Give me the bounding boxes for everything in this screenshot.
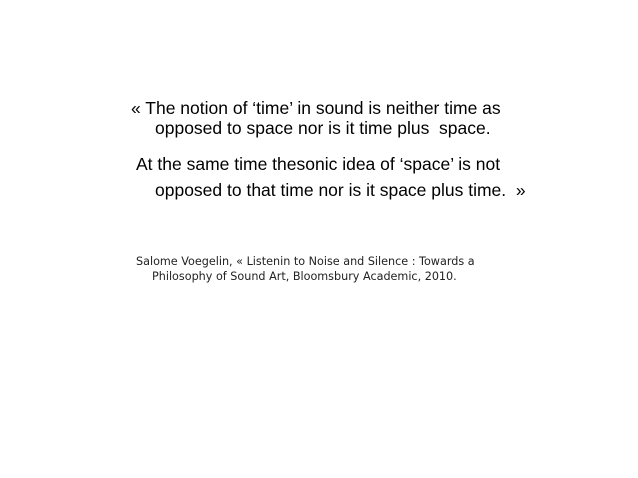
quote-paragraph-1-line-1: « The notion of ‘time’ in sound is neither time as xyxy=(131,98,501,118)
quote-paragraph-1-line-2: opposed to space nor is it time plus space. xyxy=(155,118,491,138)
quote-paragraph-2-line-1: At the same time thesonic idea of ‘space’ is not xyxy=(136,154,501,174)
citation-line-1: Salome Voegelin, « Listenin to Noise and Silence : Towards a xyxy=(136,255,475,268)
quote-paragraph-2-line-2: opposed to that time nor is it space plus time. » xyxy=(155,180,526,200)
citation-line-2: Philosophy of Sound Art, Bloomsbury Academic, 2010. xyxy=(152,270,457,283)
